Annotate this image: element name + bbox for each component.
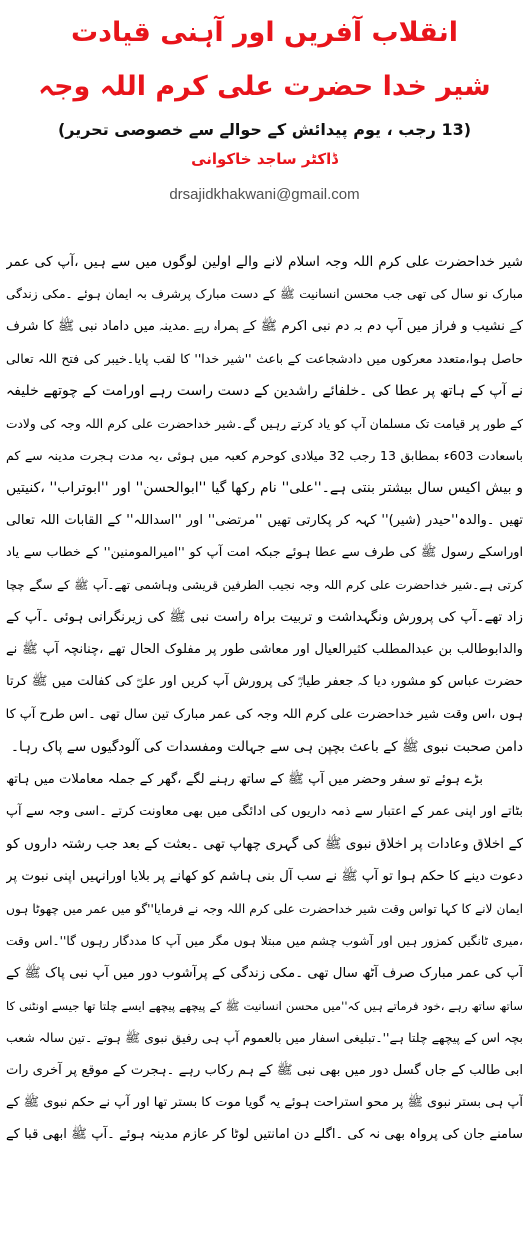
body-line: نے آپ کے ہاتھ پر عطا کی ۔خلفائے راشدین کے دست راست رہے اورامت کے چوتھے خلیفہ <box>6 383 523 400</box>
body-line: کے اخلاق وعادات پر اخلاق نبوی ﷺ کی گہری چھاپ تھی ۔بعثت کے بعد جب رشتہ داروں کو <box>6 836 523 853</box>
body-line: کے نشیب و فراز میں آپ دم بہ دم نبی اکرم ﷺ کے ہمراہ رہے ۔مدینہ میں داماد نبی ﷺ کا شرف <box>6 318 523 334</box>
body-line: ساتھ ساتھ رہے ،خود فرماتے ہیں کہ''میں محسن انسانیت ﷺ کے پیچھے پیچھے ایسے چلتا تھا جیسے اونٹنی کا <box>6 998 523 1013</box>
body-line: ہوں ،اس وقت شیر خداحضرت علی کرم اللہ وجہ کی عمر مبارک تین سال تھی ۔اس طرح آپ کا <box>6 706 523 722</box>
body-line: بڑے ہوئے تو سفر وحضر میں آپ ﷺ کے ساتھ رہنے لگے ،گھر کے جملہ معاملات میں ہاتھ <box>6 771 483 787</box>
body-line: ابی طالب کے جاں گسل دور میں بھی نبی ﷺ کے ہم رکاب رہے ۔ہجرت کے موقع پر آخری رات <box>6 1062 523 1078</box>
body-line: حاصل ہوا،متعدد معرکوں میں دادشجاعت کے باعث ''شیر خدا'' کا لقب پایا۔خیبر کی فتح اللہ تعالی <box>6 351 523 367</box>
body-line: تھیں ۔والدہ''حیدر (شیر)'' کہہ کر پکارتی تھیں ''مرتضی'' اور ''اسداللہ'' کے القابات اللہ تعالی <box>6 512 523 528</box>
body-line: کے طور پر قیامت تک مسلمان آپ کو یاد کرتے رہیں گے۔شیر خداحضرت علی کرم اللہ وجہ کی ولادت <box>6 416 523 431</box>
body-line: دعوت دینے کا حکم ہوا تو آپ ﷺ نے سب آل بنی ہاشم کو کھانے پر بلایا اورانہیں اپنی نبوت پر <box>6 868 523 884</box>
author-email: drsajidkhakwani@gmail.com <box>169 186 360 203</box>
body-line: کرتی ہے۔شیر خداحضرت علی کرم اللہ وجہ نجیب الطرفین قریشی وہاشمی تھے۔آپ ﷺ کے سگے چچا <box>6 578 523 593</box>
body-line: ایمان لانے کا کہا تواس وقت شیر خداحضرت علی کرم اللہ وجہ نے فرمایا''گو میں عمر میں چھوٹا ہوں <box>6 901 523 916</box>
body-line: و بیش اکیس سال بیشتر بنتی ہے۔''علی'' نام رکھا گیا ''ابوالحسن'' اور ''ابوتراب'' ،کنیتیں <box>6 480 523 497</box>
body-line: اوراسکے رسول ﷺ کی طرف سے عطا ہوئے جبکہ امت آپ کو ''امیرالمومنین'' کے خطاب سے یاد <box>6 545 523 561</box>
body-line: آپ ہی بستر نبوی ﷺ پر محو استراحت ہوئے یہ گویا موت کا بستر تھا اور آپ نے حکم نبوی ﷺ کے <box>6 1094 523 1110</box>
body-line: مبارک نو سال کی تھی جب محسن انسانیت ﷺ کے دست مبارک پرشرف بہ ایمان ہوئے ۔مکی زندگی <box>6 287 523 302</box>
body-line: حضرت عباس کو مشورہ دیا کہ جعفر طیارؓ کی پرورش آپ کریں اور علیؓ کی کفالت میں ﷺ کرتا <box>6 674 523 690</box>
body-line: زاد تھے۔آپ کی پرورش ونگہداشت و تربیت براہ راست نبی ﷺ کی زیرنگرانی ہوئی ۔آپ کے <box>6 609 523 625</box>
article-title-line-2: شیر خدا حضرت علی کرم اللہ وجہ <box>38 71 491 102</box>
body-line: شیر خداحضرت علی کرم اللہ وجہ اسلام لانے والے اولین لوگوں میں سے ہیں ،آپ کی عمر <box>6 254 523 270</box>
body-line: باسعادت 603ء بمطابق 13 رجب 32 میلادی کوحرم کعبہ میں ہوئی ،یہ مدت ہجرت مدینہ سے کم <box>6 448 523 464</box>
body-line: دامن صحبت نبوی ﷺ کے باعث بچپن ہی سے جہالت ومفسدات کی آلودگیوں سے پاک رہا۔ <box>10 739 523 756</box>
body-line: ،میری ٹانگیں کمزور ہیں اور آشوب چشم میں مبتلا ہوں مگر میں آپ کا مددگار رہوں گا''۔اس وقت <box>6 934 523 949</box>
author-name: ڈاکٹر ساجد خاکوانی <box>191 150 338 168</box>
body-line: والدابوطالب بن عبدالمطلب کثیرالعیال اور معاشی طور پر مفلوک الحال تھے ،چنانچہ آپ ﷺ نے <box>6 642 523 658</box>
article-title: انقلاب آفریں اور آہنی قیادت <box>70 17 459 48</box>
body-line: سامنے جان کی پرواہ بھی نہ کی ۔اگلے دن امانتیں لوٹا کر عازم مدینہ ہوئے ۔آپ ﷺ ابھی قبا کے <box>6 1127 523 1143</box>
article-body <box>6 246 523 1152</box>
article-subtitle: (13 رجب ، یوم پیدائش کے حوالے سے خصوصی تحریر) <box>57 120 472 139</box>
body-line: بٹاتے اور اپنی عمر کے اعتبار سے ذمہ داریوں کی ادائگی میں بھی معاونت کرتے ۔اسی وجہ سے آپ <box>6 803 523 819</box>
body-line: بچہ اس کے پیچھے چلتا ہے''۔تبلیغی اسفار میں بالعموم آپ ہی رفیق نبوی ﷺ ہوتے ۔تین سالہ شعب <box>6 1030 523 1046</box>
body-line: آپ کی عمر مبارک صرف آٹھ سال تھی ۔مکی زندگی کے پرآشوب دور میں آپ نبی پاک ﷺ کے <box>6 965 523 981</box>
